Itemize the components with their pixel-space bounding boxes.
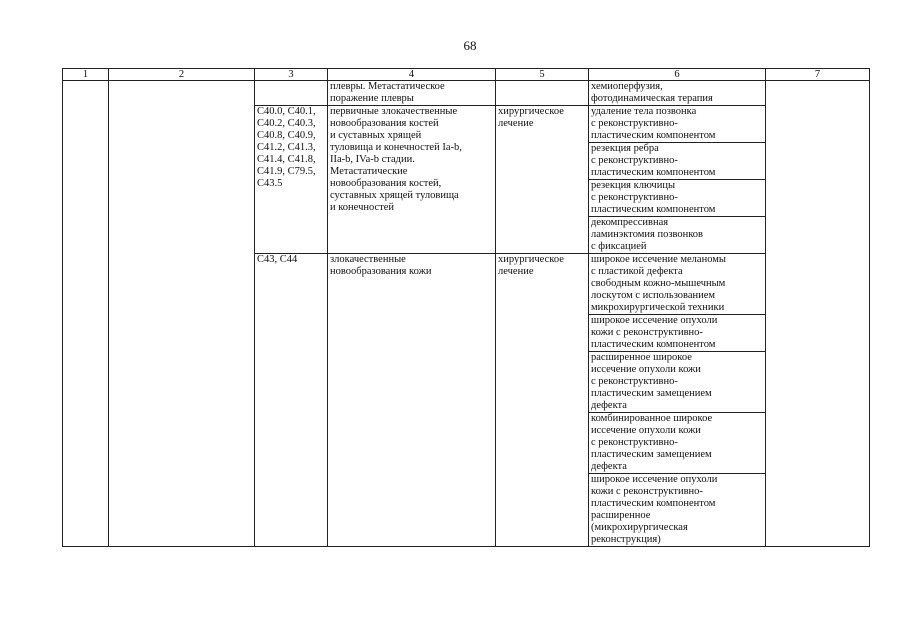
cell-treatment <box>589 106 766 143</box>
cell-treatment <box>589 315 766 352</box>
cell-col1 <box>63 81 109 547</box>
cell-diagnosis <box>328 254 496 547</box>
cell-col5 <box>496 81 589 106</box>
column-header: 6 <box>589 69 766 81</box>
cell-col7 <box>766 81 870 547</box>
column-header: 7 <box>766 69 870 81</box>
column-header: 3 <box>255 69 328 81</box>
cell-icd-codes <box>255 254 328 547</box>
treatment-text: широкое иссечение опухоли кожи с реконструктивно- пластическим компонентом <box>591 315 718 350</box>
treatment-type-text: хирургическое лечение <box>498 106 564 129</box>
treatment-text: хемиоперфузия, фотодинамическая терапия <box>591 81 713 104</box>
medical-care-table <box>62 68 870 547</box>
column-header: 5 <box>496 69 589 81</box>
cell-icd-codes <box>255 106 328 254</box>
column-header: 1 <box>63 69 109 81</box>
treatment-text: расширенное широкое иссечение опухоли кожи с реконструктивно- пластическим замещением дефекта <box>591 352 712 411</box>
cell-col2 <box>109 81 255 547</box>
cell-treatment <box>589 81 766 106</box>
treatment-text: широкое иссечение опухоли кожи с реконструктивно- пластическим компонентом расширенное (микрохирургическая реконструкция) <box>591 474 718 545</box>
cell-diagnosis <box>328 81 496 106</box>
diagnosis-text: плевры. Метастатическое поражение плевры <box>330 81 445 104</box>
header-row <box>63 69 870 81</box>
cell-treatment <box>589 143 766 180</box>
column-header: 2 <box>109 69 255 81</box>
table-row <box>63 81 870 106</box>
treatment-text: удаление тела позвонка с реконструктивно- пластическим компонентом <box>591 106 716 141</box>
cell-treatment-type <box>496 106 589 254</box>
treatment-text: резекция ребра с реконструктивно- пластическим компонентом <box>591 143 716 178</box>
cell-treatment <box>589 352 766 413</box>
icd-codes-text: C40.0, C40.1, C40.2, C40.3, C40.8, C40.9, C41.2, C41.3, C41.4, C41.8, C41.9, C79.5, C43.5 <box>257 106 316 189</box>
cell-treatment <box>589 254 766 315</box>
treatment-text: декомпрессивная ламинэктомия позвонков с фиксацией <box>591 217 704 252</box>
page-number: 68 <box>463 38 477 53</box>
treatment-type-text: хирургическое лечение <box>498 254 564 277</box>
diagnosis-text: злокачественные новообразования кожи <box>330 254 432 277</box>
icd-codes-text: C43, C44 <box>257 254 298 265</box>
cell-diagnosis <box>328 106 496 254</box>
treatment-text: широкое иссечение меланомы с пластикой дефекта свободным кожно-мышечным лоскутом с использованием микрохирургической техники <box>591 254 726 313</box>
cell-treatment <box>589 474 766 547</box>
cell-treatment-type <box>496 254 589 547</box>
cell-col3 <box>255 81 328 106</box>
treatment-text: комбинированное широкое иссечение опухоли кожи с реконструктивно- пластическим замещением дефекта <box>591 413 713 472</box>
cell-treatment <box>589 180 766 217</box>
cell-treatment <box>589 217 766 254</box>
treatment-text: резекция ключицы с реконструктивно- пластическим компонентом <box>591 180 716 215</box>
column-header: 4 <box>328 69 496 81</box>
diagnosis-text: первичные злокачественные новообразования костей и суставных хрящей туловища и конечностей Ia-b, IIa-b, IVa-b стадии. Метастатические новообразования костей, суставных хрящей туловища и конечностей <box>330 106 462 213</box>
cell-treatment <box>589 413 766 474</box>
